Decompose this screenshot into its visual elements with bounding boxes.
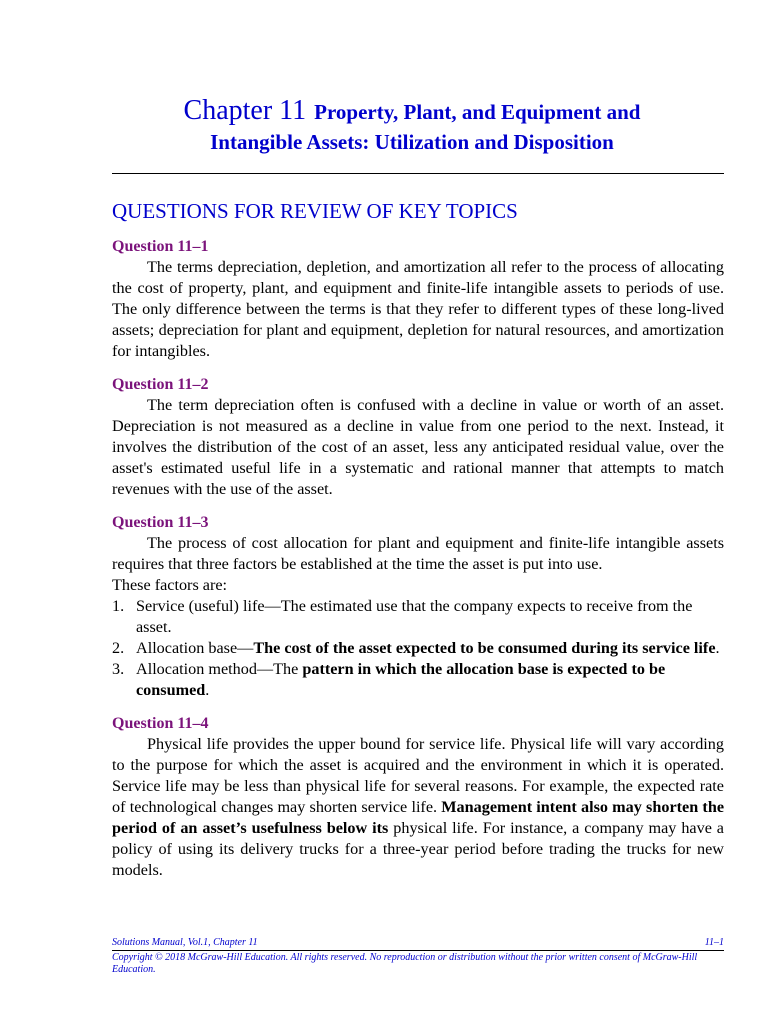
question-label: Question 11–1 bbox=[112, 238, 209, 255]
document-body bbox=[112, 236, 724, 893]
list-end: . bbox=[205, 681, 210, 699]
answer-text-part1: Physical life provides the upper bound for service life. Physical life will vary according to the purpose for which the asset is acquired and the environment in which it is operated. Service life may be less than physical life for several reasons. For example, the expected rate of technological changes may shorten service life. bbox=[112, 735, 724, 816]
answer-lead: These factors are: bbox=[112, 576, 228, 594]
answer-text: The term depreciation often is confused with a decline in value or worth of an asset. Depreciation is not measured as a decline in value from one period to the next. Instead, it involves the distribution of the cost of an asset, less any anticipated residual value, over the asset's estimated useful life in a systematic and rational manner that attempts to match revenues with the use of the asset. bbox=[112, 396, 724, 498]
list-text: Service (useful) life—The estimated use that the company expects to receive from the asset. bbox=[136, 597, 693, 636]
section-heading: QUESTIONS FOR REVIEW OF KEY TOPICS bbox=[112, 199, 518, 223]
chapter-title-line1: Property, Plant, and Equipment and bbox=[314, 100, 641, 124]
question-11-3 bbox=[112, 512, 724, 701]
list-number: 1. bbox=[112, 597, 125, 615]
list-item bbox=[112, 596, 724, 638]
title-divider bbox=[112, 173, 724, 174]
chapter-number: Chapter 11 bbox=[183, 95, 307, 126]
answer-text: The terms depreciation, depletion, and amortization all refer to the process of allocating the cost of property, plant, and equipment and finite-life intangible assets to periods of use. The only difference between the terms is that they refer to different types of these long-lived assets; depreciation for plant and equipment, depletion for natural resources, and amortization for intangibles. bbox=[112, 258, 724, 360]
question-label: Question 11–4 bbox=[112, 715, 209, 732]
answer-text bbox=[112, 734, 724, 881]
list-text: Allocation base— bbox=[136, 639, 254, 657]
page-footer bbox=[112, 937, 724, 976]
footer-source: Solutions Manual, Vol.1, Chapter 11 bbox=[112, 937, 258, 948]
list-number: 3. bbox=[112, 660, 125, 678]
list-bold-text: The cost of the asset expected to be consumed during its service life bbox=[253, 639, 716, 657]
question-label: Question 11–2 bbox=[112, 376, 209, 393]
copyright-notice: Copyright © 2018 McGraw-Hill Education. All rights reserved. No reproduction or distribution without the prior written consent of McGraw-Hill Education. bbox=[112, 952, 698, 975]
list-text: Allocation method—The bbox=[136, 660, 303, 678]
list-end: . bbox=[715, 639, 720, 657]
chapter-title-line2: Intangible Assets: Utilization and Disposition bbox=[210, 130, 614, 154]
page-number: 11–1 bbox=[704, 937, 724, 948]
list-item bbox=[112, 638, 724, 659]
factor-list bbox=[112, 596, 724, 701]
question-11-4 bbox=[112, 713, 724, 881]
question-11-2 bbox=[112, 374, 724, 500]
list-bold-text: pattern in which the allocation base is expected to be consumed bbox=[136, 660, 666, 699]
answer-bold-text: Management intent also may shorten the period of an asset’s usefulness below its bbox=[112, 798, 725, 837]
answer-text-part2: physical life. For instance, a company may have a policy of using its delivery trucks for a three-year period before trading the trucks for new models. bbox=[112, 819, 724, 879]
answer-intro: The process of cost allocation for plant and equipment and finite-life intangible assets requires that three factors be established at the time the asset is put into use. bbox=[112, 534, 724, 573]
list-number: 2. bbox=[112, 639, 125, 657]
question-label: Question 11–3 bbox=[112, 514, 209, 531]
footer-row bbox=[112, 937, 724, 951]
list-item bbox=[112, 659, 724, 701]
question-11-1 bbox=[112, 236, 724, 362]
